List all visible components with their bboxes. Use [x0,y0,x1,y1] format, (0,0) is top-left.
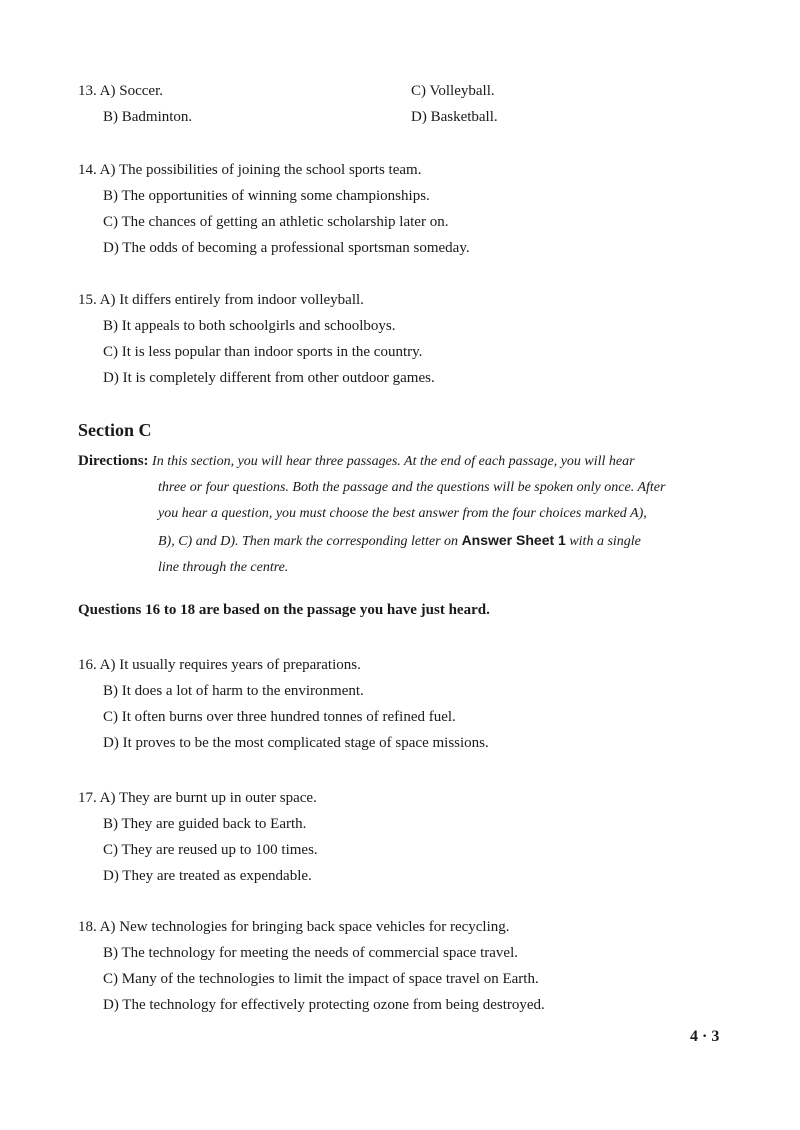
q18-option-a: 18. A) New technologies for bringing back space vehicles for recycling. [78,919,510,935]
q13-option-a: 13. A) Soccer. [78,83,163,99]
q14-option-a: 14. A) The possibilities of joining the school sports team. [78,162,422,178]
directions-line-5: line through the centre. [158,560,289,575]
q18-option-d: D) The technology for effectively protecting ozone from being destroyed. [103,997,545,1013]
q16-option-b: B) It does a lot of harm to the environment. [103,683,364,699]
q13-option-d: D) Basketball. [411,109,498,125]
section-title: Section C [78,420,152,440]
q17-option-a: 17. A) They are burnt up in outer space. [78,790,317,806]
q15-option-b: B) It appeals to both schoolgirls and schoolboys. [103,318,396,334]
directions-line-4 [78,527,728,555]
q14-option-d: D) The odds of becoming a professional sportsman someday. [103,240,470,256]
q15-option-a: 15. A) It differs entirely from indoor volleyball. [78,292,364,308]
q13-option-b: B) Badminton. [103,109,193,125]
directions-line-2: three or four questions. Both the passage and the questions will be spoken only once. After [158,480,666,495]
q15-option-c: C) It is less popular than indoor sports in the country. [103,344,423,360]
question-17 [78,785,738,889]
directions-line-4-pre: B), C) and D). Then mark the corresponding letter on [158,534,459,549]
q17-option-d: D) They are treated as expendable. [103,868,312,884]
question-15 [78,287,738,391]
q18-option-b: B) The technology for meeting the needs of commercial space travel. [103,945,518,961]
directions-block [78,448,728,581]
question-14 [78,157,738,261]
q16-option-c: C) It often burns over three hundred tonnes of refined fuel. [103,709,456,725]
directions-line-4-post: with a single [569,534,641,549]
question-16 [78,652,738,756]
answer-sheet-label: Answer Sheet 1 [461,532,566,548]
q17-option-b: B) They are guided back to Earth. [103,816,307,832]
q16-option-a: 16. A) It usually requires years of preparations. [78,657,361,673]
question-18 [78,914,738,1018]
q14-option-b: B) The opportunities of winning some championships. [103,188,430,204]
directions-label: Directions: [78,453,149,469]
q16-option-d: D) It proves to be the most complicated stage of space missions. [103,735,489,751]
q18-option-c: C) Many of the technologies to limit the impact of space travel on Earth. [103,971,539,987]
question-group-heading: Questions 16 to 18 are based on the passage you have just heard. [78,602,490,618]
directions-line-1: In this section, you will hear three passages. At the end of each passage, you will hear [152,454,635,469]
q17-option-c: C) They are reused up to 100 times. [103,842,318,858]
question-13 [78,78,738,130]
q14-option-c: C) The chances of getting an athletic scholarship later on. [103,214,449,230]
q15-option-d: D) It is completely different from other outdoor games. [103,370,435,386]
page-number: 4 · 3 [690,1028,720,1045]
directions-line-3: you hear a question, you must choose the best answer from the four choices marked A), [158,506,647,521]
q13-option-c: C) Volleyball. [411,83,495,99]
